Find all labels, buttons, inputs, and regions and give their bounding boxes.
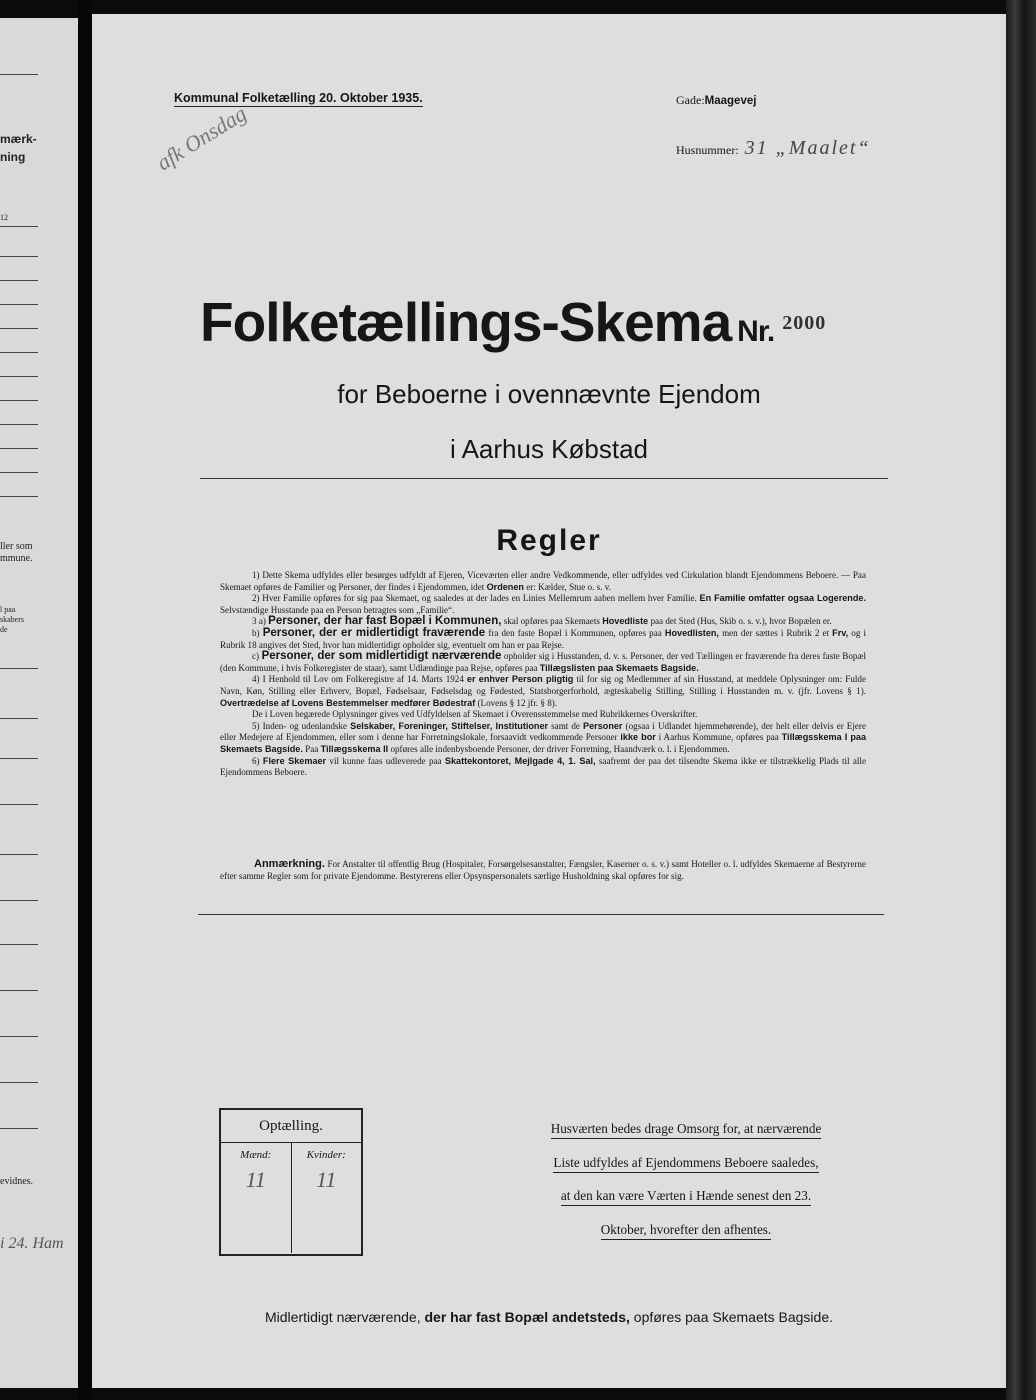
left-rule xyxy=(0,944,38,945)
form-title xyxy=(200,290,826,354)
rule-4: 4) I Henhold til Lov om Folkeregistre af 14. Marts 1924 er enhver Person pligtig til for sig og Medlemmer af sin Husstand, at meddele Oplysninger om: Fulde Navn, Køn, Stilling eller Erhverv, Bopæl, Fødselsaar, Fødselsdag og Fødested, Statsborgerforhold, ægteskabelig Stilling, Stilling i Husstanden m. v. (jfr. Lovens § 1). Overtrædelse af Lovens Bestemmelser medfører Bødestraf (Lovens § 12 jfr. § 8). xyxy=(220,674,866,708)
left-rule xyxy=(0,854,38,855)
title-main: Folketællings-Skema xyxy=(200,291,732,353)
form-number: 2000 xyxy=(782,312,827,334)
street-field xyxy=(676,93,756,108)
count-men xyxy=(221,1143,292,1253)
rule-4b: De i Loven begærede Oplysninger gives ved Udfyldelsen af Skemaet i Overensstemmelse med Rubrikkernes Overskrifter. xyxy=(252,709,698,720)
left-fragment: ller som xyxy=(0,541,33,552)
title-nr-label: Nr. xyxy=(737,315,775,348)
rule-3a: 3 a) Personer, der har fast Bopæl i Kommunen, skal opføres paa Skemaets Hovedliste paa det Sted (Hus, Skib o. s. v.), hvor Bopælen er. xyxy=(252,615,832,628)
left-rule xyxy=(0,424,38,425)
left-rule xyxy=(0,226,38,227)
left-fragment: mærk- xyxy=(0,132,37,146)
left-rule xyxy=(0,280,38,281)
street-value: Maagevej xyxy=(704,95,757,107)
left-rule xyxy=(0,758,38,759)
left-rule xyxy=(0,304,38,305)
left-rule xyxy=(0,256,38,257)
handwritten-annotation: afk Onsdag xyxy=(152,100,251,176)
rule-6: 6) Flere Skemaer vil kunne faas udleverede paa Skattekontoret, Mejlgade 4, 1. Sal, saafremt der paa det tilsendte Skema ikke er tilstrækkelig Plads til alle Ejendommens Beboere. xyxy=(220,755,866,778)
notice-line: at den kan være Værten i Hænde senest den 23. xyxy=(561,1187,811,1206)
left-rule xyxy=(0,1082,38,1083)
remark-text xyxy=(220,859,866,882)
left-fragment: ning xyxy=(0,150,26,164)
street-label: Gade: xyxy=(676,93,705,107)
count-women xyxy=(292,1143,362,1253)
subtitle-town: i Aarhus Købstad xyxy=(450,434,648,464)
left-handwriting: i 24. Ham xyxy=(0,1235,64,1252)
left-fragment: 12 xyxy=(0,213,8,222)
left-fragment: l paa xyxy=(0,605,16,614)
men-count: 11 xyxy=(245,1167,266,1192)
page-stack-edge xyxy=(1006,0,1036,1400)
notice-line: Liste udfyldes af Ejendommens Beboere saaledes, xyxy=(553,1154,818,1173)
left-rule xyxy=(0,472,38,473)
left-fragment: mmune. xyxy=(0,553,33,564)
left-rule xyxy=(0,1036,38,1037)
divider xyxy=(198,914,884,915)
left-rule xyxy=(0,74,38,75)
men-label: Mænd: xyxy=(240,1149,272,1161)
left-fragment: skabers xyxy=(0,615,24,624)
left-rule xyxy=(0,496,38,497)
left-fragment: de xyxy=(0,625,8,634)
women-count: 11 xyxy=(316,1167,337,1192)
notice-line: Husværten bedes drage Omsorg for, at nærværende xyxy=(551,1120,822,1139)
women-label: Kvinder: xyxy=(306,1149,346,1161)
left-page-fragment xyxy=(0,18,78,1388)
notice-line: Oktober, hvorefter den afhentes. xyxy=(601,1221,771,1240)
left-rule xyxy=(0,376,38,377)
left-rule xyxy=(0,668,38,669)
rule-3b: b) Personer, der er midlertidigt fraværende fra den faste Bopæl i Kommunen, opføres paa Hovedlisten, men der sættes i Rubrik 2 et Frv, og i Rubrik 18 angives det Sted, hvor han midlertidigt opholder sig, eventuelt om han er paa Rejse. xyxy=(220,626,867,650)
remark-label: Anmærkning. xyxy=(254,858,325,870)
rule-3c: c) Personer, der som midlertidigt nærværende opholder sig i Husstanden, d. v. s. Personer, der ved Tællingen er fraværende fra deres faste Bopæl (den Kommune, i hvis Folkeregister de staar), samt Udlændinge paa Rejse, opføres paa Tillægslisten paa Skemaets Bagside. xyxy=(220,650,867,673)
divider xyxy=(200,478,888,479)
rule-1: 1) Dette Skema udfyldes eller besørges udfyldt af Ejeren, Viceværten eller andre Vedkommende, eller udfyldes ved Cirkulation blandt Ejendommens Beboere. — Paa Skemaet opføres de Familier og Personer, der findes i Ejendommen, idet Ordenen er: Kælder, Stue o. s. v. xyxy=(220,570,866,592)
house-number-value: 31 „Maalet“ xyxy=(744,137,871,159)
left-rule xyxy=(0,328,38,329)
left-rule xyxy=(0,400,38,401)
binding-gutter xyxy=(78,0,92,1400)
footer-note: Midlertidigt nærværende, der har fast Bopæl andetsteds, opføres paa Skemaets Bagside. xyxy=(264,1309,833,1325)
left-rule xyxy=(0,1128,38,1129)
house-number-label: Husnummer: xyxy=(676,143,739,157)
left-rule xyxy=(0,448,38,449)
count-box xyxy=(219,1108,363,1256)
landlord-notice xyxy=(510,1112,862,1246)
rules-text xyxy=(220,570,866,779)
left-rule xyxy=(0,718,38,719)
left-rule xyxy=(0,900,38,901)
remark-body: For Anstalter til offentlig Brug (Hospitaler, Forsørgelsesanstalter, Fængsler, Kaserner o. s. v.) samt Hoteller o. l. udfyldes Skemaerne af Bestyrerne efter samme Regler som for private Ejendomme. Bestyrerens eller Opsynspersonalets særlige Husholdning skal opføres for sig. xyxy=(220,859,866,881)
rules-heading: Regler xyxy=(496,524,602,557)
left-fragment: evidnes. xyxy=(0,1176,34,1187)
left-rule xyxy=(0,352,38,353)
left-rule xyxy=(0,990,38,991)
count-heading: Optælling. xyxy=(221,1110,361,1143)
census-form-page xyxy=(92,14,1006,1388)
subtitle-residents: for Beboerne i ovennævnte Ejendom xyxy=(337,379,761,409)
left-rule xyxy=(0,804,38,805)
rule-2: 2) Hver Familie opføres for sig paa Skemaet, og saaledes at der lades en Linies Mellemrum aaben mellem hver Familie. En Familie omfatter ogsaa Logerende. Selvstændige Husstande paa en Person betragtes som „Familie“. xyxy=(220,593,866,615)
rule-5: 5) Inden- og udenlandske Selskaber, Foreninger, Stiftelser, Institutioner samt de Personer (ogsaa i Udlandet hjemmehørende), der helt eller delvis er Ejere eller Medejere af Ejendommen, eller som i denne har Forretningslokale, forsaavidt vedkommende Personer ikke bor i Aarhus Kommune, opføres paa Tillægsskema I paa Skemaets Bagside. Paa Tillægsskema II opføres alle indenbysboende Personer, der driver Forretning, Haandværk o. l. i Ejendommen. xyxy=(220,720,867,754)
house-number-field xyxy=(676,137,871,160)
census-header: Kommunal Folketælling 20. Oktober 1935. xyxy=(174,91,423,105)
